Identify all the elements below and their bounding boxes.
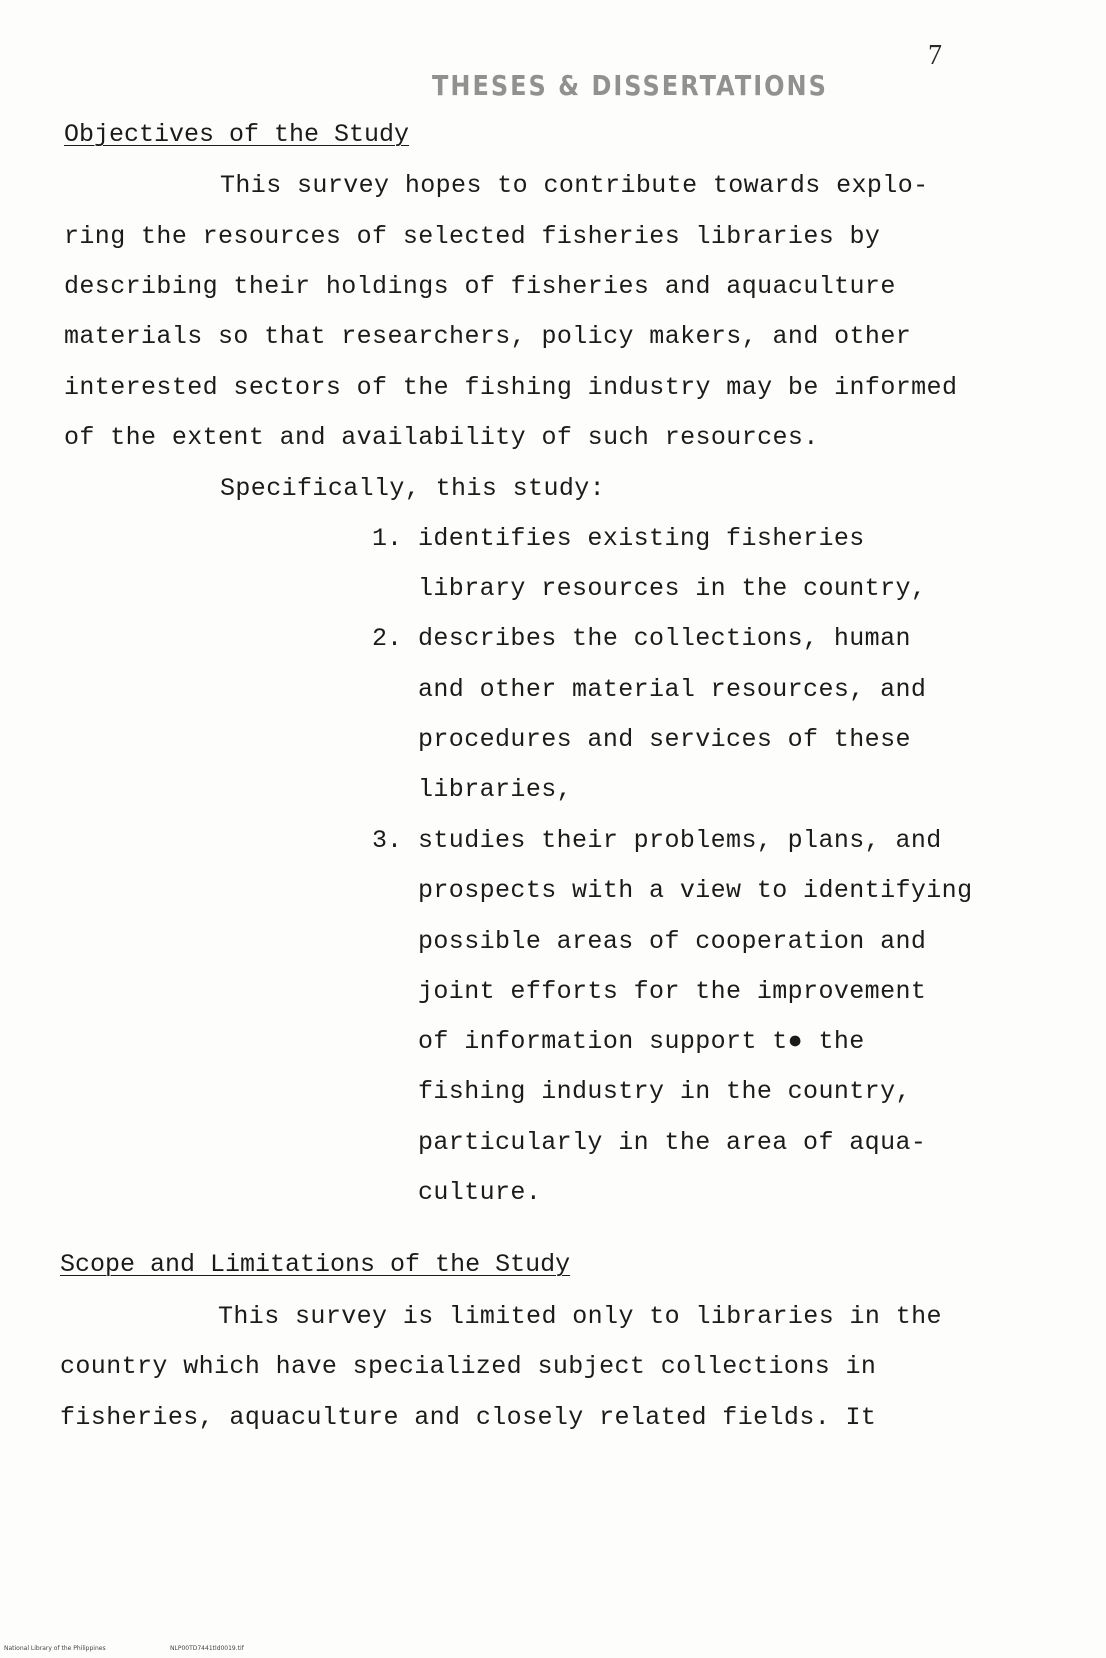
page-number: 7 bbox=[928, 40, 942, 71]
section-heading-scope: Scope and Limitations of the Study bbox=[60, 1250, 571, 1279]
list-item-number: 2. bbox=[372, 624, 403, 653]
list-item-line: joint efforts for the improvement bbox=[418, 977, 927, 1006]
paragraph-line: of the extent and availability of such resources. bbox=[64, 423, 819, 452]
list-intro: Specifically, this study: bbox=[220, 474, 606, 503]
list-item-line: possible areas of cooperation and bbox=[418, 927, 927, 956]
list-item-line: prospects with a view to identifying bbox=[418, 876, 973, 905]
paragraph-line: This survey is limited only to libraries in the bbox=[218, 1302, 942, 1331]
list-item-line: and other material resources, and bbox=[418, 675, 927, 704]
list-item-number: 1. bbox=[372, 524, 403, 553]
paragraph-line: interested sectors of the fishing industry may be informed bbox=[64, 373, 958, 402]
paragraph-line: country which have specialized subject collections in bbox=[60, 1352, 877, 1381]
list-item-line: libraries, bbox=[418, 775, 573, 804]
paragraph-line: materials so that researchers, policy makers, and other bbox=[64, 322, 912, 351]
footer-file-id: NLP00TD7441tld0019.tif bbox=[170, 1645, 244, 1652]
paragraph-line: describing their holdings of fisheries and aquaculture bbox=[64, 272, 896, 301]
list-item-line: describes the collections, human bbox=[418, 624, 911, 653]
list-item-number: 3. bbox=[372, 826, 403, 855]
list-item-line: culture. bbox=[418, 1178, 542, 1207]
paragraph-line: This survey hopes to contribute towards explo- bbox=[220, 171, 929, 200]
section-heading-objectives: Objectives of the Study bbox=[64, 120, 410, 149]
list-item-line: fishing industry in the country, bbox=[418, 1077, 911, 1106]
footer-library-name: National Library of the Philippines bbox=[4, 1645, 106, 1652]
paragraph-line: ring the resources of selected fisheries libraries by bbox=[64, 222, 881, 251]
list-item-line: identifies existing fisheries bbox=[418, 524, 865, 553]
list-item-line: of information support t● the bbox=[418, 1027, 865, 1056]
theses-stamp: THESES & DISSERTATIONS bbox=[432, 69, 828, 103]
list-item-line: procedures and services of these bbox=[418, 725, 911, 754]
paragraph-line: fisheries, aquaculture and closely related fields. It bbox=[60, 1403, 877, 1432]
list-item-line: studies their problems, plans, and bbox=[418, 826, 942, 855]
list-item-line: library resources in the country, bbox=[418, 574, 927, 603]
list-item-line: particularly in the area of aqua- bbox=[418, 1128, 927, 1157]
